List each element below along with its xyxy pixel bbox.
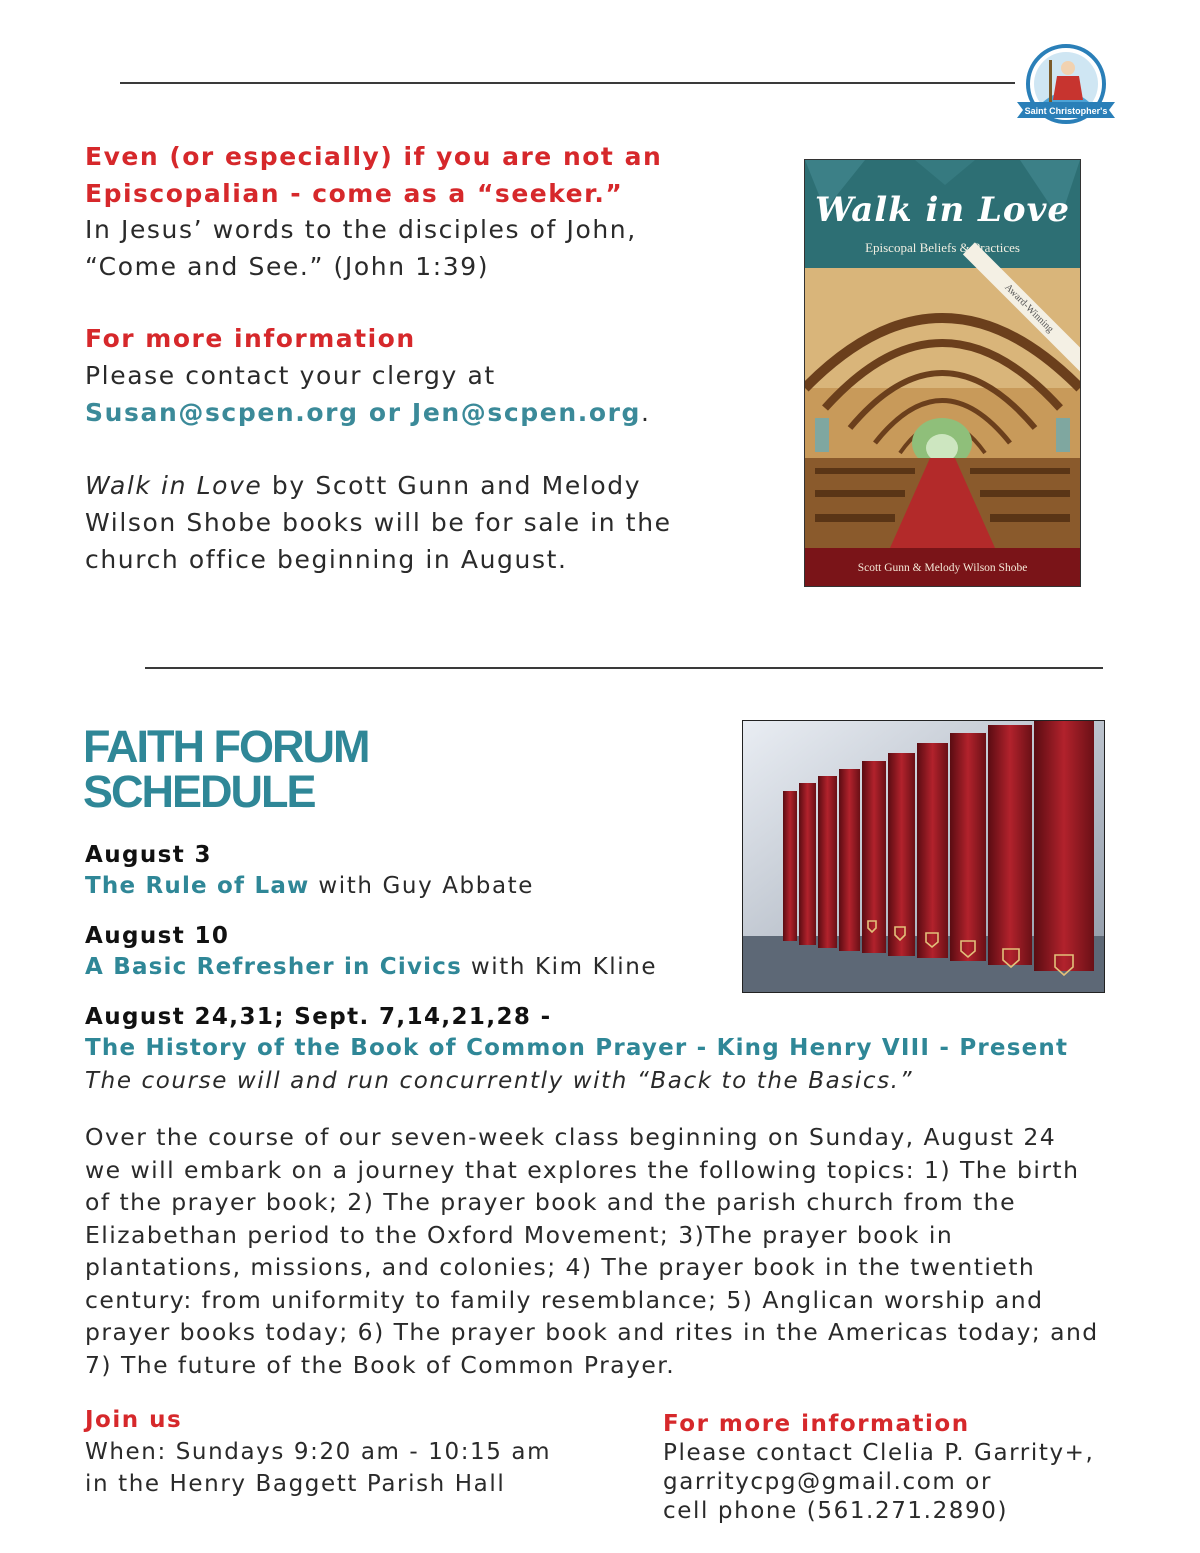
middle-divider	[145, 667, 1103, 669]
quote-line2: “Come and See.” (John 1:39)	[85, 252, 490, 281]
contact-email[interactable]: garritycpg@gmail.com or	[663, 1469, 993, 1495]
faith-forum-title	[83, 721, 369, 817]
faith-forum-title-line2: SCHEDULE	[83, 766, 315, 817]
clergy-contact	[85, 357, 651, 431]
description-line: plantations, missions, and colonies; 4) The prayer book in the twentieth	[85, 1253, 1036, 1281]
award-ribbon: Award-Winning	[963, 242, 1081, 374]
description-line: of the prayer book; 2) The prayer book and the parish church from the	[85, 1188, 1017, 1216]
schedule-item	[85, 921, 657, 983]
email-link-susan[interactable]: Susan@scpen.org	[85, 398, 359, 427]
schedule-topic: A Basic Refresher in Civics	[85, 954, 462, 980]
description-line: we will embark on a journey that explores the following topics: 1) The birth	[85, 1155, 1080, 1184]
schedule-speaker: with Guy Abbate	[309, 873, 535, 899]
book-sale-line2: Wilson Shobe books will be for sale in the	[85, 508, 672, 537]
join-us-when: When: Sundays 9:20 am - 10:15 am	[85, 1439, 552, 1465]
quote-line1: In Jesus’ words to the disciples of John,	[85, 215, 637, 244]
contact-block	[663, 1409, 1094, 1526]
description-line: Over the course of our seven-week class beginning on Sunday, August 24	[85, 1123, 1057, 1151]
book-title-italic: Walk in Love	[85, 471, 263, 500]
email-period: .	[641, 398, 651, 427]
prayer-books-photo	[742, 720, 1105, 993]
schedule-topic-line	[85, 870, 534, 902]
description-line: century: from uniformity to family resemblance; 5) Anglican worship and	[85, 1285, 1044, 1314]
course-topic: The History of the Book of Common Prayer - King Henry VIII - Present	[85, 1035, 1069, 1061]
schedule-item	[85, 840, 534, 902]
book-cover-title: Walk in Love	[814, 190, 1070, 230]
logo-text: Saint Christopher's	[1024, 106, 1108, 116]
description-line: prayer books today; 6) The prayer book and rites in the Americas today; and	[85, 1318, 1099, 1346]
seeker-heading-line1: Even (or especially) if you are not an	[85, 142, 663, 171]
clergy-emails	[85, 394, 651, 431]
email-separator: or	[358, 398, 412, 427]
join-us-heading: Join us	[85, 1407, 183, 1433]
join-us-block	[85, 1404, 551, 1500]
course-dates: August 24,31; Sept. 7,14,21,28 -	[85, 1004, 552, 1030]
book-sale-line3: church office beginning in August.	[85, 545, 568, 574]
course-series	[85, 1002, 1068, 1097]
church-logo	[1013, 42, 1119, 134]
schedule-topic: The Rule of Law	[85, 873, 310, 899]
schedule-speaker: with Kim Kline	[461, 954, 658, 980]
seeker-heading	[85, 138, 662, 212]
schedule-topic-line	[85, 951, 657, 983]
book-sale-note	[85, 467, 672, 578]
more-info-heading: For more information	[85, 324, 416, 353]
description-line: 7) The future of the Book of Common Prayer.	[85, 1350, 676, 1379]
book-cover-authors: Scott Gunn & Melody Wilson Shobe	[857, 562, 1028, 574]
description-line: Elizabethan period to the Oxford Movement; 3)The prayer book in	[85, 1220, 954, 1249]
schedule-date: August 3	[85, 842, 212, 868]
course-note: The course will and run concurrently with “Back to the Basics.”	[85, 1068, 914, 1094]
book-cover-subtitle: Episcopal Beliefs & Practices	[865, 240, 1020, 255]
contact-heading: For more information	[663, 1411, 970, 1437]
email-link-jen[interactable]: Jen@scpen.org	[411, 398, 642, 427]
book-authors-text: by Scott Gunn and Melody	[262, 471, 642, 500]
top-divider	[120, 82, 1015, 84]
faith-forum-title-line1: FAITH FORUM	[83, 721, 369, 772]
book-cover-image	[804, 159, 1081, 587]
book-sale-line1	[85, 467, 672, 504]
scripture-quote	[85, 211, 637, 285]
seeker-heading-line2: Episcopalian - come as a “seeker.”	[85, 179, 624, 208]
contact-line1: Please contact Clelia P. Garrity+,	[663, 1440, 1095, 1466]
contact-phone: cell phone (561.271.2890)	[663, 1498, 1009, 1524]
course-description	[85, 1121, 1099, 1381]
schedule-date: August 10	[85, 923, 230, 949]
clergy-contact-line: Please contact your clergy at	[85, 361, 496, 390]
join-us-where: in the Henry Baggett Parish Hall	[85, 1471, 506, 1497]
